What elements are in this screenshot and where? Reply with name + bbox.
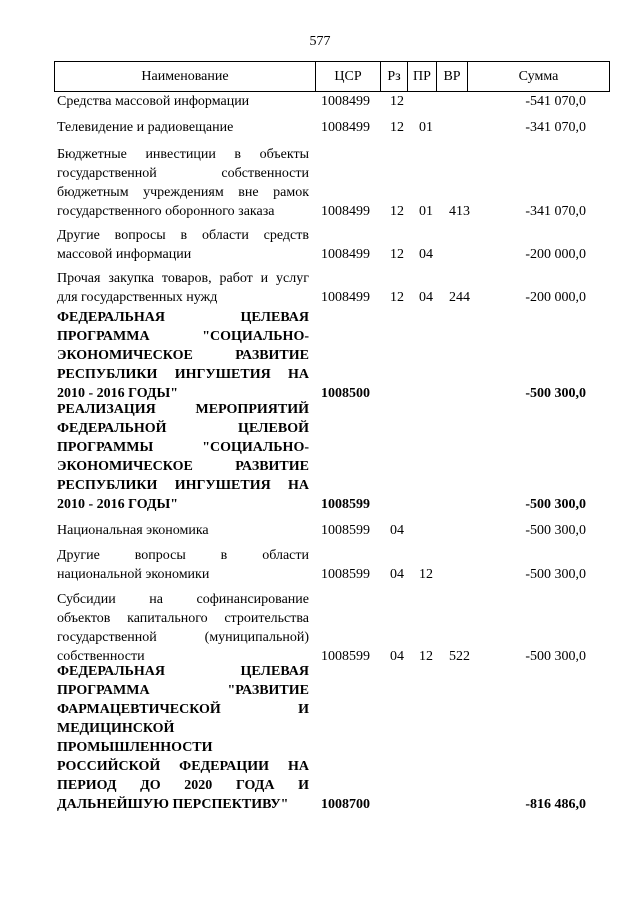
row-name-line: Другие вопросы в области bbox=[57, 548, 309, 563]
row-name bbox=[57, 145, 309, 221]
row-rz: 12 bbox=[390, 204, 404, 219]
row-name bbox=[57, 400, 309, 514]
row-name bbox=[57, 308, 309, 403]
table-row bbox=[0, 662, 640, 814]
row-name bbox=[57, 92, 309, 111]
row-csr: 1008499 bbox=[321, 204, 370, 219]
row-csr: 1008599 bbox=[321, 567, 370, 582]
header-rz: Рз bbox=[381, 62, 408, 92]
table-row bbox=[0, 308, 640, 403]
row-name-line: ПРОГРАММА "РАЗВИТИЕ bbox=[57, 683, 309, 698]
row-name bbox=[57, 546, 309, 584]
row-name-line: ПРОГРАММЫ "СОЦИАЛЬНО- bbox=[57, 440, 309, 455]
row-pr: 04 bbox=[419, 290, 433, 305]
row-rz: 12 bbox=[390, 290, 404, 305]
row-vr: 413 bbox=[449, 204, 470, 219]
row-name-line: 2010 - 2016 ГОДЫ" bbox=[57, 497, 179, 512]
row-name-line: ФЕДЕРАЛЬНАЯ ЦЕЛЕВАЯ bbox=[57, 664, 309, 679]
row-name-line: национальной экономики bbox=[57, 567, 210, 582]
row-sum: -200 000,0 bbox=[525, 290, 586, 305]
row-name-line: РЕСПУБЛИКИ ИНГУШЕТИЯ НА bbox=[57, 478, 309, 493]
row-sum: -816 486,0 bbox=[525, 797, 586, 812]
table-row bbox=[0, 226, 640, 264]
row-pr: 01 bbox=[419, 120, 433, 135]
row-name-line: ПРОМЫШЛЕННОСТИ bbox=[57, 740, 213, 755]
row-sum: -500 300,0 bbox=[525, 567, 586, 582]
row-vr: 244 bbox=[449, 290, 470, 305]
page-number: 577 bbox=[309, 34, 331, 49]
row-name bbox=[57, 118, 309, 137]
table-row bbox=[0, 92, 640, 111]
row-rz: 04 bbox=[390, 567, 404, 582]
row-name bbox=[57, 521, 309, 540]
row-name-line: государственной собственности bbox=[57, 166, 309, 181]
row-name-line: РЕСПУБЛИКИ ИНГУШЕТИЯ НА bbox=[57, 367, 309, 382]
table-row bbox=[0, 118, 640, 137]
table-row bbox=[0, 521, 640, 540]
row-name bbox=[57, 226, 309, 264]
row-name-line: РОССИЙСКОЙ ФЕДЕРАЦИИ НА bbox=[57, 759, 309, 774]
header-csr: ЦСР bbox=[316, 62, 381, 92]
row-name-line: для государственных нужд bbox=[57, 290, 218, 305]
row-rz: 04 bbox=[390, 649, 404, 664]
header-name: Наименование bbox=[55, 62, 316, 92]
row-name-line: массовой информации bbox=[57, 247, 192, 262]
row-csr: 1008499 bbox=[321, 290, 370, 305]
row-name-line: ПРОГРАММА "СОЦИАЛЬНО- bbox=[57, 329, 309, 344]
row-name-line: Субсидии на софинансирование bbox=[57, 592, 309, 607]
row-name-line: РЕАЛИЗАЦИЯ МЕРОПРИЯТИЙ bbox=[57, 402, 309, 417]
row-pr: 01 bbox=[419, 204, 433, 219]
row-name-line: ПЕРИОД ДО 2020 ГОДА И bbox=[57, 778, 309, 793]
table-row bbox=[0, 269, 640, 307]
row-name-line: ФЕДЕРАЛЬНОЙ ЦЕЛЕВОЙ bbox=[57, 421, 309, 436]
row-name-line: собственности bbox=[57, 649, 145, 664]
header-vr: ВР bbox=[437, 62, 468, 92]
row-name-line: ДАЛЬНЕЙШУЮ ПЕРСПЕКТИВУ" bbox=[57, 797, 289, 812]
table-row bbox=[0, 590, 640, 666]
row-name-line: ФАРМАЦЕВТИЧЕСКОЙ И bbox=[57, 702, 309, 717]
row-rz: 04 bbox=[390, 523, 404, 538]
row-csr: 1008499 bbox=[321, 94, 370, 109]
row-name-line: Бюджетные инвестиции в объекты bbox=[57, 147, 309, 162]
row-name-line: 2010 - 2016 ГОДЫ" bbox=[57, 386, 179, 401]
row-name bbox=[57, 662, 309, 814]
row-sum: -500 300,0 bbox=[525, 523, 586, 538]
row-name-line: Телевидение и радиовещание bbox=[57, 120, 234, 135]
row-sum: -500 300,0 bbox=[525, 386, 586, 401]
row-sum: -341 070,0 bbox=[525, 204, 586, 219]
row-name-line: ЭКОНОМИЧЕСКОЕ РАЗВИТИЕ bbox=[57, 459, 309, 474]
row-name-line: Национальная экономика bbox=[57, 523, 209, 538]
row-vr: 522 bbox=[449, 649, 470, 664]
row-csr: 1008499 bbox=[321, 247, 370, 262]
row-name-line: государственного оборонного заказа bbox=[57, 204, 275, 219]
row-rz: 12 bbox=[390, 120, 404, 135]
row-sum: -500 300,0 bbox=[525, 497, 586, 512]
row-name-line: ФЕДЕРАЛЬНАЯ ЦЕЛЕВАЯ bbox=[57, 310, 309, 325]
row-name bbox=[57, 590, 309, 666]
row-pr: 04 bbox=[419, 247, 433, 262]
header-sum: Сумма bbox=[468, 62, 610, 92]
row-sum: -200 000,0 bbox=[525, 247, 586, 262]
table-row bbox=[0, 400, 640, 514]
row-sum: -341 070,0 bbox=[525, 120, 586, 135]
row-csr: 1008599 bbox=[321, 523, 370, 538]
row-name-line: Средства массовой информации bbox=[57, 94, 250, 109]
header-pr: ПР bbox=[408, 62, 437, 92]
row-name-line: ЭКОНОМИЧЕСКОЕ РАЗВИТИЕ bbox=[57, 348, 309, 363]
row-pr: 12 bbox=[419, 567, 433, 582]
table-row bbox=[0, 546, 640, 584]
row-name-line: Прочая закупка товаров, работ и услуг bbox=[57, 271, 309, 286]
table-row bbox=[0, 145, 640, 221]
row-rz: 12 bbox=[390, 247, 404, 262]
row-name bbox=[57, 269, 309, 307]
row-name-line: бюджетным учреждениям вне рамок bbox=[57, 185, 309, 200]
row-csr: 1008700 bbox=[321, 797, 370, 812]
row-csr: 1008499 bbox=[321, 120, 370, 135]
row-csr: 1008599 bbox=[321, 497, 370, 512]
row-name-line: объектов капитального строительства bbox=[57, 611, 309, 626]
row-name-line: Другие вопросы в области средств bbox=[57, 228, 309, 243]
row-name-line: МЕДИЦИНСКОЙ bbox=[57, 721, 175, 736]
row-name-line: государственной (муниципальной) bbox=[57, 630, 309, 645]
row-csr: 1008500 bbox=[321, 386, 370, 401]
row-rz: 12 bbox=[390, 94, 404, 109]
row-csr: 1008599 bbox=[321, 649, 370, 664]
row-sum: -541 070,0 bbox=[525, 94, 586, 109]
row-sum: -500 300,0 bbox=[525, 649, 586, 664]
row-pr: 12 bbox=[419, 649, 433, 664]
